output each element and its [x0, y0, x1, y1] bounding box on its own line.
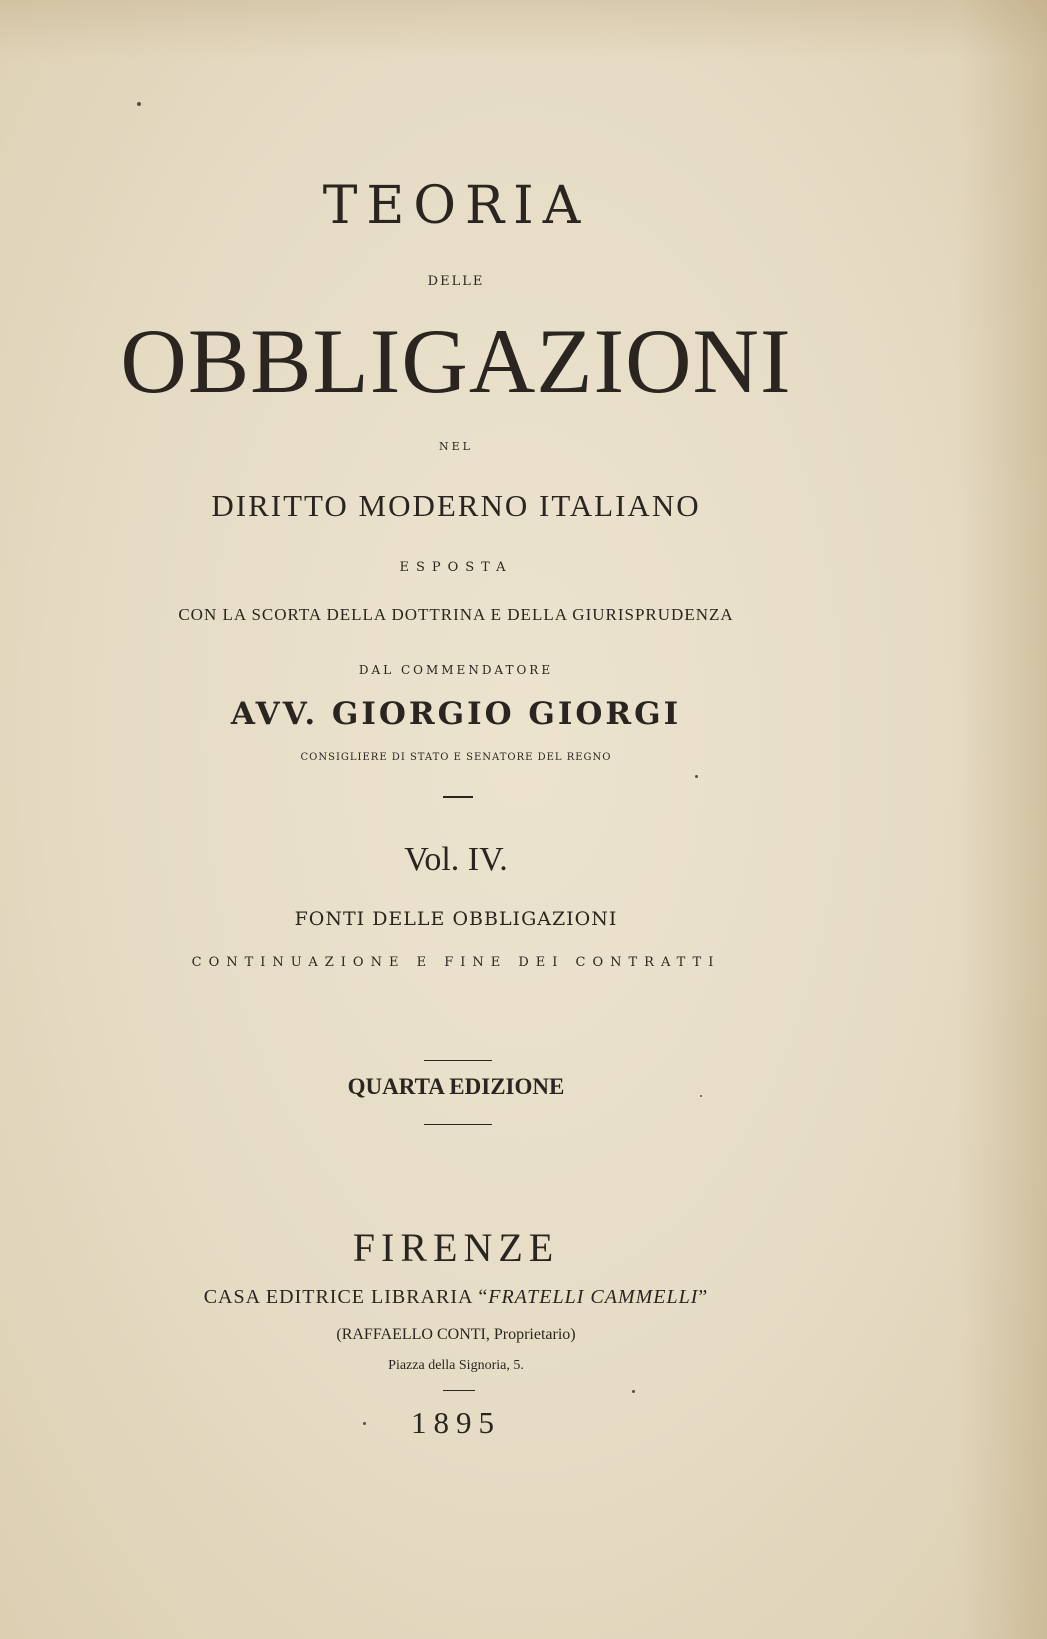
paper-speck: [363, 1422, 366, 1425]
edition: QUARTA EDIZIONE: [347, 1074, 565, 1099]
divider-short: [443, 796, 473, 798]
imprint-proprietor: (RAFFAELLO CONTI, Proprietario): [336, 1326, 576, 1343]
imprint-year: 1895: [411, 1405, 501, 1440]
title-nel: NEL: [439, 440, 473, 453]
title-obbligazioni: OBBLIGAZIONI: [120, 310, 792, 412]
publisher-name: FRATELLI CAMMELLI: [488, 1286, 699, 1308]
imprint-publisher: [0, 1286, 912, 1309]
author-title: CONSIGLIERE DI STATO E SENATORE DEL REGNO: [300, 752, 612, 763]
publisher-prefix: CASA EDITRICE LIBRARIA “: [203, 1286, 489, 1308]
title-esposta: ESPOSTA: [399, 560, 513, 575]
paper-speck: [700, 1095, 702, 1097]
volume-subtitle: CONTINUAZIONE E FINE DEI CONTRATTI: [191, 955, 721, 970]
author-name: AVV. GIORGIO GIORGI: [230, 696, 682, 732]
title-delle: DELLE: [427, 274, 485, 289]
title-diritto-moderno: DIRITTO MODERNO ITALIANO: [211, 488, 701, 523]
title-teoria: TEORIA: [322, 176, 590, 236]
publisher-suffix: ”: [698, 1286, 709, 1308]
edition-rule-top: [424, 1060, 492, 1061]
volume-number: Vol. IV.: [404, 841, 508, 878]
page-top-shading: [0, 0, 1047, 60]
paper-speck: [137, 102, 141, 106]
year-rule: [443, 1390, 475, 1391]
page-edge-shading: [957, 0, 1047, 1639]
imprint-city: FIRENZE: [352, 1225, 560, 1270]
imprint-address: Piazza della Signoria, 5.: [388, 1358, 524, 1373]
paper-speck: [695, 775, 698, 778]
title-scorta: CON LA SCORTA DELLA DOTTRINA E DELLA GIURISPRUDENZA: [178, 605, 734, 624]
edition-rule-bottom: [424, 1124, 492, 1125]
paper-speck: [632, 1390, 635, 1393]
volume-subject: FONTI DELLE OBBLIGAZIONI: [294, 908, 618, 930]
title-dal-commendatore: DAL COMMENDATORE: [358, 663, 554, 677]
